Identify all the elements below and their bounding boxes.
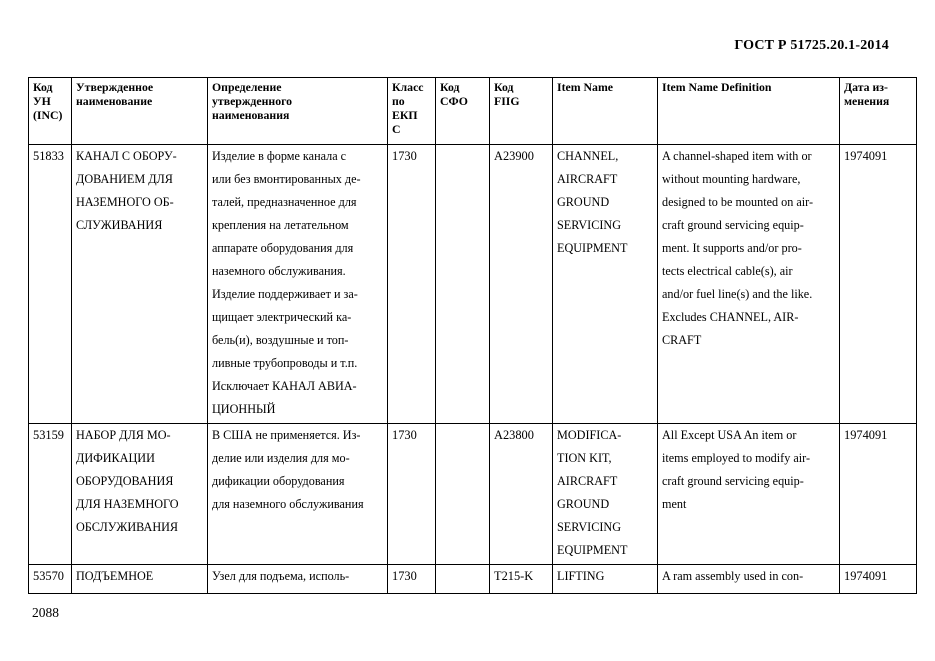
cell-change-date: 1974091 bbox=[840, 145, 917, 424]
cell-approved-name bbox=[72, 145, 208, 424]
cell-approved-name bbox=[72, 565, 208, 594]
text-line: AIRCRAFT bbox=[557, 474, 618, 488]
col-header-sfo: Код СФО bbox=[436, 78, 490, 145]
text-line: tects electrical cable(s), air bbox=[662, 264, 793, 278]
text-line: ОБСЛУЖИВАНИЯ bbox=[76, 520, 179, 534]
text-line: without mounting hardware, bbox=[662, 172, 801, 186]
text-line: НАБОР ДЛЯ МО- bbox=[76, 428, 171, 442]
text-line: НАЗЕМНОГО ОБ- bbox=[76, 195, 174, 209]
cell-sfo bbox=[436, 145, 490, 424]
text-line: ЦИОННЫЙ bbox=[212, 402, 276, 416]
cell-definition bbox=[208, 145, 388, 424]
cell-inc: 53159 bbox=[29, 424, 72, 565]
cell-definition bbox=[208, 565, 388, 594]
cell-item-definition bbox=[658, 565, 840, 594]
text-line: талей, предназначенное для bbox=[212, 195, 357, 209]
cell-approved-name bbox=[72, 424, 208, 565]
text-line: CHANNEL, bbox=[557, 149, 619, 163]
text-line: ливные трубопроводы и т.п. bbox=[212, 356, 358, 370]
text-line: GROUND bbox=[557, 195, 610, 209]
col-header-item-definition: Item Name Definition bbox=[658, 78, 840, 145]
nomenclature-table bbox=[28, 77, 917, 594]
text-line: ment bbox=[662, 497, 687, 511]
text-line: Изделие поддерживает и за- bbox=[212, 287, 358, 301]
text-line: ДИФИКАЦИИ bbox=[76, 451, 155, 465]
table-row bbox=[29, 145, 917, 424]
text-line: КАНАЛ С ОБОРУ- bbox=[76, 149, 177, 163]
text-line: ment. It supports and/or pro- bbox=[662, 241, 802, 255]
cell-class: 1730 bbox=[388, 145, 436, 424]
text-line: крепления на летательном bbox=[212, 218, 349, 232]
cell-inc: 53570 bbox=[29, 565, 72, 594]
text-line: Excludes CHANNEL, AIR- bbox=[662, 310, 799, 324]
text-line: SERVICING bbox=[557, 520, 622, 534]
text-line: бель(и), воздушные и топ- bbox=[212, 333, 349, 347]
cell-item-name bbox=[553, 145, 658, 424]
cell-fiig: A23900 bbox=[490, 145, 553, 424]
text-line: designed to be mounted on air- bbox=[662, 195, 814, 209]
cell-fiig: A23800 bbox=[490, 424, 553, 565]
cell-class: 1730 bbox=[388, 424, 436, 565]
text-line: items employed to modify air- bbox=[662, 451, 811, 465]
col-header-definition: Определение утвержденного наименования bbox=[208, 78, 388, 145]
text-line: дификации оборудования bbox=[212, 474, 345, 488]
text-line: наземного обслуживания. bbox=[212, 264, 346, 278]
text-line: A ram assembly used in con- bbox=[662, 569, 804, 583]
page-number: 2088 bbox=[32, 605, 59, 620]
text-line: Узел для подъема, исполь- bbox=[212, 569, 350, 583]
text-line: аппарате оборудования для bbox=[212, 241, 354, 255]
text-line: ОБОРУДОВАНИЯ bbox=[76, 474, 174, 488]
text-line: TION KIT, bbox=[557, 451, 612, 465]
cell-sfo bbox=[436, 424, 490, 565]
text-line: ДЛЯ НАЗЕМНОГО bbox=[76, 497, 179, 511]
col-header-approved-name: Утвержденное наименование bbox=[72, 78, 208, 145]
text-line: GROUND bbox=[557, 497, 610, 511]
text-line: В США не применяется. Из- bbox=[212, 428, 361, 442]
text-line: CRAFT bbox=[662, 333, 702, 347]
text-line: СЛУЖИВАНИЯ bbox=[76, 218, 163, 232]
document-standard-header: ГОСТ Р 51725.20.1-2014 bbox=[734, 38, 889, 53]
text-line: или без вмонтированных де- bbox=[212, 172, 361, 186]
cell-definition bbox=[208, 424, 388, 565]
text-line: делие или изделия для мо- bbox=[212, 451, 350, 465]
text-line: EQUIPMENT bbox=[557, 241, 628, 255]
text-line: SERVICING bbox=[557, 218, 622, 232]
table-row bbox=[29, 424, 917, 565]
cell-fiig: T215-K bbox=[490, 565, 553, 594]
cell-class: 1730 bbox=[388, 565, 436, 594]
cell-inc: 51833 bbox=[29, 145, 72, 424]
text-line: LIFTING bbox=[557, 569, 605, 583]
text-line: ДОВАНИЕМ ДЛЯ bbox=[76, 172, 173, 186]
text-line: Исключает КАНАЛ АВИА- bbox=[212, 379, 357, 393]
text-line: MODIFICA- bbox=[557, 428, 622, 442]
text-line: ПОДЪЕМНОЕ bbox=[76, 569, 154, 583]
text-line: All Except USA An item or bbox=[662, 428, 797, 442]
cell-change-date: 1974091 bbox=[840, 424, 917, 565]
table-row bbox=[29, 565, 917, 594]
col-header-fiig: Код FIIG bbox=[490, 78, 553, 145]
col-header-inc: Код УН (INC) bbox=[29, 78, 72, 145]
col-header-change-date: Дата из- менения bbox=[840, 78, 917, 145]
text-line: craft ground servicing equip- bbox=[662, 218, 804, 232]
text-line: A channel-shaped item with or bbox=[662, 149, 812, 163]
table-header-row bbox=[29, 78, 917, 145]
cell-change-date: 1974091 bbox=[840, 565, 917, 594]
text-line: для наземного обслуживания bbox=[212, 497, 364, 511]
text-line: AIRCRAFT bbox=[557, 172, 618, 186]
text-line: щищает электрический ка- bbox=[212, 310, 352, 324]
col-header-class: Класс по ЕКП С bbox=[388, 78, 436, 145]
cell-sfo bbox=[436, 565, 490, 594]
cell-item-definition bbox=[658, 424, 840, 565]
col-header-item-name: Item Name bbox=[553, 78, 658, 145]
cell-item-name bbox=[553, 424, 658, 565]
cell-item-name bbox=[553, 565, 658, 594]
text-line: craft ground servicing equip- bbox=[662, 474, 804, 488]
cell-item-definition bbox=[658, 145, 840, 424]
text-line: and/or fuel line(s) and the like. bbox=[662, 287, 813, 301]
text-line: EQUIPMENT bbox=[557, 543, 628, 557]
text-line: Изделие в форме канала с bbox=[212, 149, 347, 163]
